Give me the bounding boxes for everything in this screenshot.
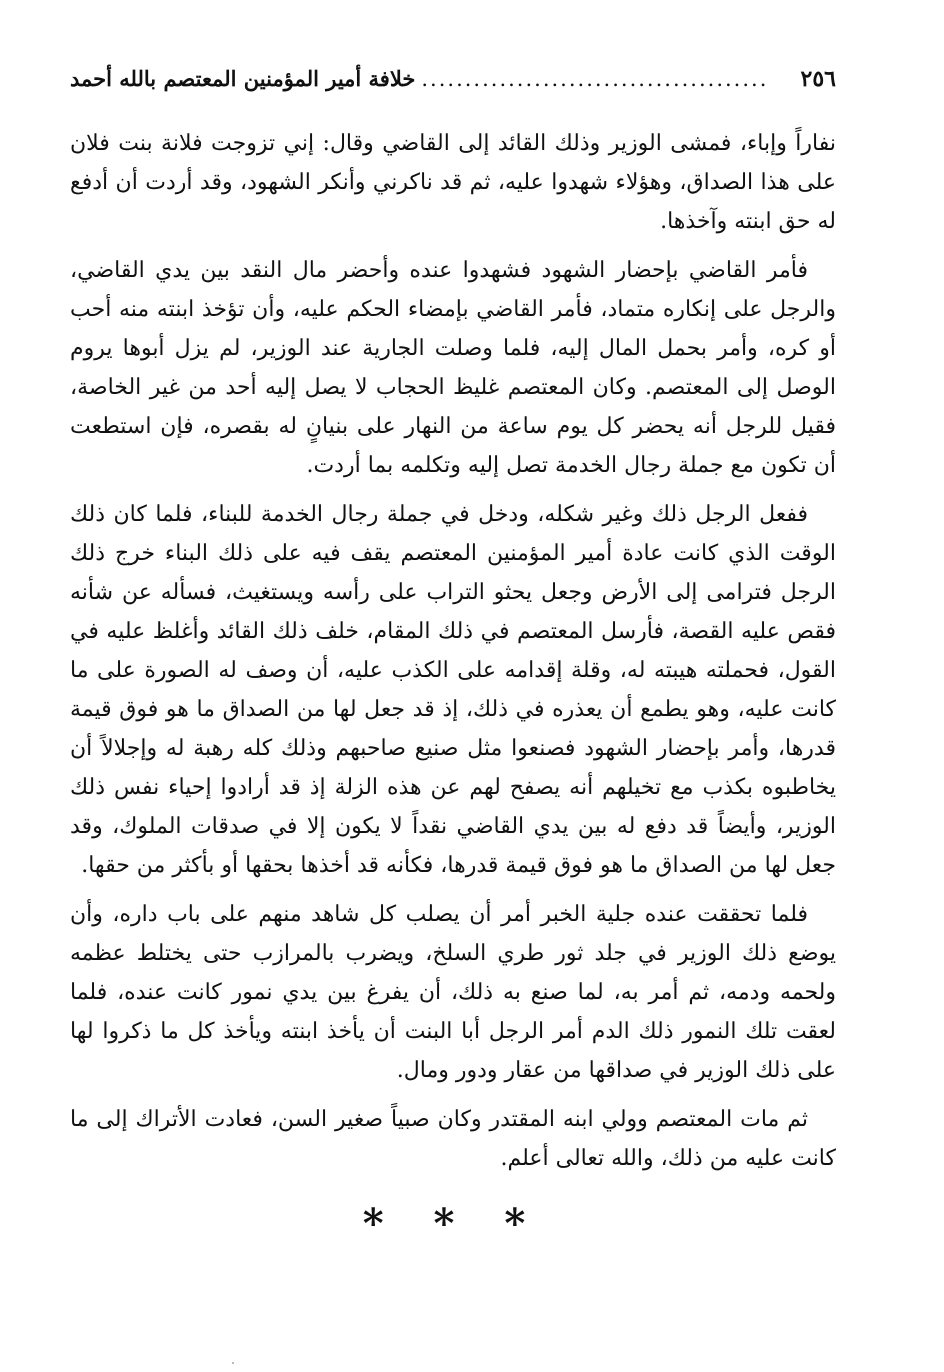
paragraph-1: نفاراً وإباء، فمشى الوزير وذلك القائد إلى القاضي وقال: إني تزوجت فلانة بنت فلان على هذا الصداق، وهؤلاء شهدوا عليه، ثم قد ناكرني وأنكر الشهود، وقد أردت أن أدفع له حق ابنته وآخذها. [70,131,836,234]
paragraph-4: فلما تحققت عنده جلية الخبر أمر أن يصلب كل شاهد منهم على باب داره، وأن يوضع ذلك الوزير في جلد ثور طري السلخ، ويضرب بالمرازب حتى يختلط عظمه ولحمه ودمه، ثم أمر به، لما صنع به ذلك، أن يفرغ بين يدي نمور كانت عنده، فلما لعقت تلك النمور ذلك الدم أمر الرجل أبا البنت أن يأخذ ابنته ويأخذ كل ما ذكروا لها على ذلك الوزير في صداقها من عقار ودور ومال. [70,902,836,1083]
body-text [70,124,836,1178]
chapter-title: خلافة أمير المؤمنين المعتصم بالله أحمد [70,66,416,91]
book-page [70,62,836,1247]
scan-speck [232,1362,234,1364]
section-end-ornament: * * * [362,1200,544,1247]
dot-leader: ........................................ [421,67,769,91]
paragraph-5: ثم مات المعتصم وولي ابنه المقتدر وكان صبياً صغير السن، فعادت الأتراك إلى ما كانت عليه من ذلك، والله تعالى أعلم. [70,1107,836,1171]
paragraph-2: فأمر القاضي بإحضار الشهود فشهدوا عنده وأحضر مال النقد بين يدي القاضي، والرجل على إنكاره متماد، فأمر القاضي بإمضاء الحكم عليه، وأن تؤخذ ابنته منه أحب أو كره، وأمر بحمل المال إليه، فلما وصلت الجارية عند الوزير، لم يزل أبوها يروم الوصل إلى المعتصم. وكان المعتصم غليظ الحجاب لا يصل إليه أحد من غير الخاصة، فقيل للرجل أنه يحضر كل يوم ساعة من النهار على بنيانٍ له بقصره، فإن استطعت أن تكون مع جملة رجال الخدمة تصل إليه وتكلمه بما أردت. [70,258,836,478]
page-number: ٢٥٦ [800,66,836,92]
running-header [70,62,836,96]
paragraph-3: ففعل الرجل ذلك وغير شكله، ودخل في جملة رجال الخدمة للبناء، فلما كان ذلك الوقت الذي كانت عادة أمير المؤمنين المعتصم يقف فيه على ذلك البناء خرج ذلك الرجل فترامى إلى الأرض وجعل يحثو التراب على رأسه ويستغيث، فسأله عن شأنه فقص عليه القصة، فأرسل المعتصم في ذلك المقام، خلف ذلك القائد وأغلظ عليه في القول، فحملته هيبته له، وقلة إقدامه على الكذب عليه، أن وصف له الصورة على ما كانت عليه، وهو يطمع أن يعذره في ذلك، إذ قد جعل لها من الصداق ما هو فوق قيمة قدرها، وأمر بإحضار الشهود فصنعوا مثل صنيع صاحبهم وذلك كله رهبة له وإجلالاً أن يخاطبوه بكذب مع تخيلهم أنه يصفح لهم عن هذه الزلة إذ قد أرادوا إحياء نفس ذلك الوزير، وأيضاً قد دفع له بين يدي القاضي نقداً لا يكون إلا في صدقات الملوك، وقد جعل لها من الصداق ما هو فوق قيمة قدرها، فكأنه قد أخذها بحقها أو بأكثر من حقها. [70,502,836,878]
